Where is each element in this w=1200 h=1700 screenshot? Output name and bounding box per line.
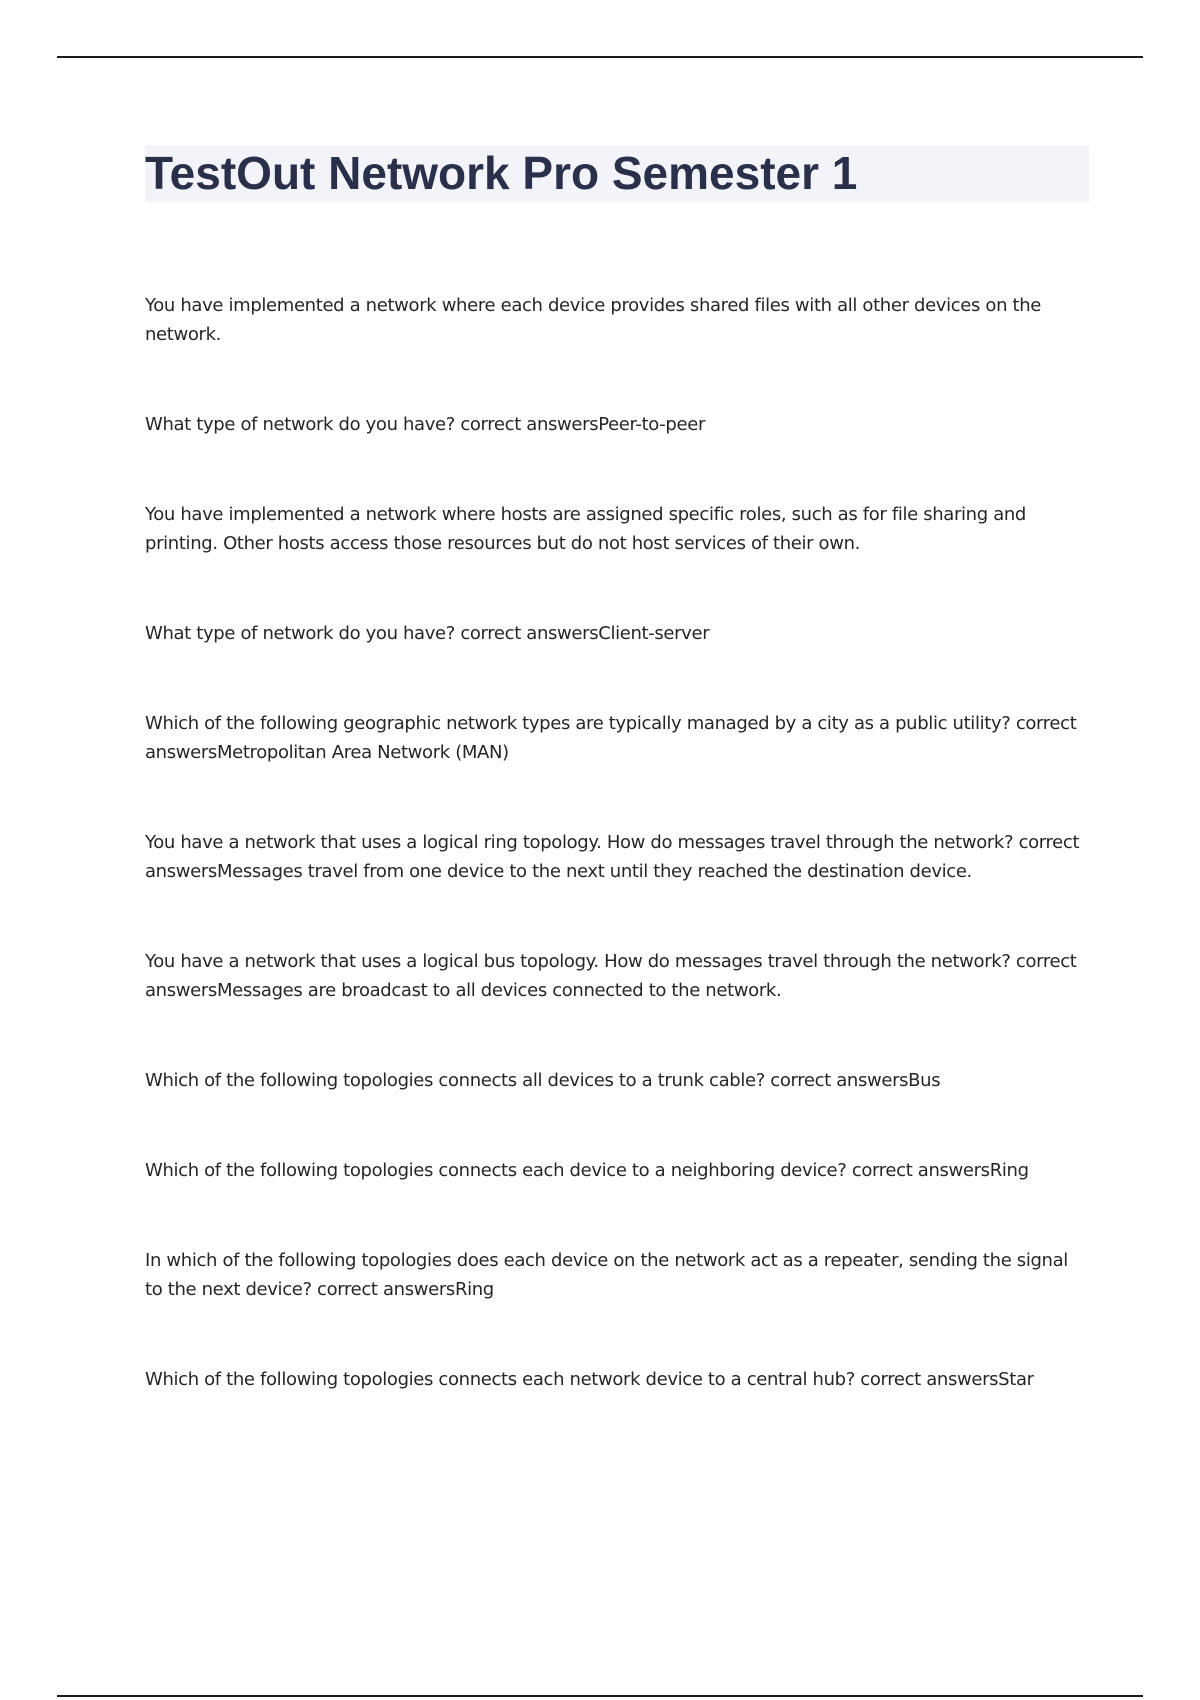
paragraph: You have implemented a network where hosts are assigned specific roles, such as for file sharing and printing. Other hosts access those resources but do not host services of their own. [145, 504, 1027, 554]
paragraph: Which of the following topologies connects each network device to a central hub? correct answersStar [145, 1369, 1034, 1390]
paragraph: Which of the following topologies connects all devices to a trunk cable? correct answersBus [145, 1070, 941, 1091]
page-title: TestOut Network Pro Semester 1 [145, 147, 858, 199]
paragraph: You have implemented a network where each device provides shared files with all other devices on the network. [145, 295, 1042, 345]
top-divider [57, 56, 1143, 58]
paragraph: Which of the following topologies connects each device to a neighboring device? correct answersRing [145, 1160, 1029, 1181]
paragraph: You have a network that uses a logical bus topology. How do messages travel through the network? correct answersMessages are broadcast to all devices connected to the network. [145, 951, 1077, 1001]
document-body [145, 291, 1085, 1455]
bottom-divider [57, 1695, 1143, 1697]
paragraph: What type of network do you have? correct answersPeer-to-peer [145, 414, 706, 435]
paragraph: Which of the following geographic network types are typically managed by a city as a public utility? correct answersMetropolitan Area Network (MAN) [145, 713, 1077, 763]
paragraph: In which of the following topologies does each device on the network act as a repeater, sending the signal to the next device? correct answersRing [145, 1250, 1068, 1300]
paragraph: You have a network that uses a logical ring topology. How do messages travel through the network? correct answersMessages travel from one device to the next until they reached the destination device. [145, 832, 1080, 882]
paragraph: What type of network do you have? correct answersClient-server [145, 623, 710, 644]
